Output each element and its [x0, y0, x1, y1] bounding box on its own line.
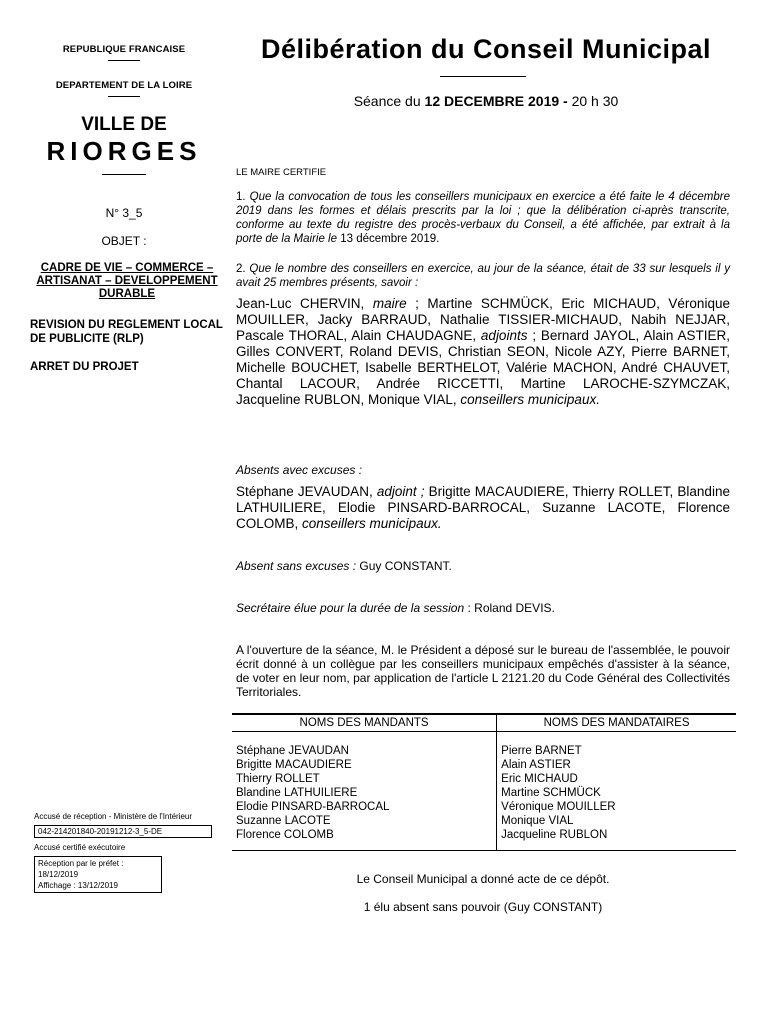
presents-role: conseillers municipaux. — [460, 392, 600, 407]
p1-text: Que la convocation de tous les conseillers municipaux en exercice a été faite le 4 décembre 2019 dans les formes et délais prescrits par la loi ; que la délibération ci-après transcrite, conforme au texte du registre des procès-verbaux du Conseil, a été affichée, par extrait à la porte de la Mairie le — [236, 191, 730, 245]
seance-date: 12 DECEMBRE 2019 - — [424, 93, 568, 109]
mandataire-name: Pierre BARNET — [501, 745, 582, 757]
objet-subject: REVISION DU REGLEMENT LOCAL DE PUBLICITE (RLP) — [30, 319, 223, 345]
mandataire-name: Véronique MOUILLER — [501, 801, 616, 813]
p2-text: Que le nombre des conseillers en exercice, au jour de la séance, était de 33 sur lesquels il y avait 25 membres présents, savoir : — [236, 263, 730, 289]
prefet-line: Réception par le préfet : 18/12/2019 — [38, 859, 124, 879]
table-header-mandants: NOMS DES MANDANTS — [232, 714, 497, 732]
objet-label: OBJET : — [101, 234, 147, 248]
absent-sans-excuses — [236, 559, 730, 573]
presents-role: adjoints — [480, 328, 528, 343]
ville-name: RIORGES — [46, 136, 202, 166]
p1-number: 1. — [236, 191, 246, 203]
page-title: Délibération du Conseil Municipal — [260, 34, 712, 64]
presents-part: Jean-Luc CHERVIN, — [236, 296, 365, 311]
title-divider — [440, 76, 526, 77]
mandants-cell — [232, 732, 497, 851]
ville-de-label: VILLE DE — [81, 114, 167, 135]
republique-label: REPUBLIQUE FRANCAISE — [62, 44, 186, 55]
mandant-name: Elodie PINSARD-BARROCAL — [236, 801, 390, 813]
absents-part: Brigitte MACAUDIERE, Thierry ROLLET, Blandine LATHUILIERE, Elodie PINSARD-BARROCAL, Suzanne LACOTE, Florence COLOMB, — [236, 484, 730, 531]
absents-role: conseillers municipaux. — [302, 516, 442, 531]
sans-excuses-label: Absent sans excuses : — [236, 559, 357, 573]
divider — [28, 58, 220, 61]
acte-line: Le Conseil Municipal a donné acte de ce dépôt. — [356, 872, 610, 886]
absents-part: Stéphane JEVAUDAN, — [236, 484, 373, 499]
sans-excuses-name: Guy CONSTANT. — [359, 559, 452, 573]
deliberation-number: N° 3_5 — [105, 206, 143, 220]
certifie-label: LE MAIRE CERTIFIE — [236, 167, 327, 178]
presents-role: maire — [372, 296, 407, 311]
mandataire-name: Martine SCHMÜCK — [501, 787, 601, 799]
absents-list — [236, 484, 730, 532]
mandant-name: Brigitte MACAUDIERE — [236, 759, 352, 771]
absents-label-text: Absents avec excuses : — [236, 463, 363, 477]
absent-pouvoir-line: 1 élu absent sans pouvoir (Guy CONSTANT) — [363, 900, 603, 914]
mandant-name: Thierry ROLLET — [236, 773, 320, 785]
affichage-line: Affichage : 13/12/2019 — [38, 881, 118, 890]
absents-label — [236, 463, 730, 477]
presents-part: ; Martine SCHMÜCK, Eric MICHAUD, Véronique MOUILLER, Jacky BARRAUD, Nathalie TISSIER-MICHAUD, Nabih NEJJAR, Pascale THORAL, Alain CHAUDAGNE, — [236, 296, 730, 343]
divider — [28, 94, 220, 97]
paragraph-1 — [236, 190, 730, 246]
table-header-mandataires: NOMS DES MANDATAIRES — [497, 714, 736, 732]
p1-date: 13 décembre 2019. — [340, 233, 440, 245]
p2-number: 2. — [236, 263, 246, 275]
mandant-name: Stéphane JEVAUDAN — [236, 745, 349, 757]
mandant-name: Florence COLOMB — [236, 829, 334, 841]
mandants-table — [232, 713, 736, 851]
table-row — [232, 732, 736, 851]
reception-id: 042-214201840-20191212-3_5-DE — [34, 825, 212, 838]
paragraph-2 — [236, 262, 730, 290]
objet-title: CADRE DE VIE – COMMERCE – ARTISANAT – DEVELOPPEMENT DURABLE — [36, 262, 218, 300]
secretaire-label: Secrétaire élue pour la durée de la session — [236, 601, 465, 615]
secretaire-name: : Roland DEVIS. — [467, 601, 555, 615]
reception-label: Accusé de réception - Ministère de l'Intérieur — [34, 812, 193, 821]
absents-role: adjoint ; — [376, 484, 425, 499]
mandataire-name: Jacqueline RUBLON — [501, 829, 608, 841]
ouverture-paragraph: A l'ouverture de la séance, M. le Président a déposé sur le bureau de l'assemblée, le pouvoir écrit donné à un collègue par les conseillers municipaux empêchés d'assister à la séance, de voter en leur nom, par application de l'article L 2121.20 du Code Général des Collectivités Territoriales. — [236, 643, 730, 699]
mandant-name: Blandine LATHUILIERE — [236, 787, 358, 799]
divider — [28, 172, 220, 175]
certifie-executoire-label: Accusé certifié exécutoire — [34, 843, 126, 852]
stamp-dates — [34, 856, 162, 893]
presents-part: ; Bernard JAYOL, Alain ASTIER, Gilles CONVERT, Roland DEVIS, Christian SEON, Nicole AZY, Pierre BARNET, Michelle BOUCHET, Isabelle BERTHELOT, Valérie MACHON, André CHAUVET, Chantal LACOUR, Andrée RICCETTI, Martine LAROCHE-SZYMCZAK, Jacqueline RUBLON, Monique VIAL, — [236, 328, 730, 407]
secretaire-line — [236, 601, 730, 615]
arret-label: ARRET DU PROJET — [30, 361, 139, 373]
mandataire-name: Monique VIAL — [501, 815, 574, 827]
mandant-name: Suzanne LACOTE — [236, 815, 331, 827]
seance-line — [236, 93, 736, 109]
mandataire-name: Eric MICHAUD — [501, 773, 578, 785]
mandataires-cell — [497, 732, 736, 851]
mandataire-name: Alain ASTIER — [501, 759, 571, 771]
seance-time: 20 h 30 — [571, 93, 619, 109]
seance-prefix: Séance du — [353, 93, 421, 109]
departement-label: DEPARTEMENT DE LA LOIRE — [55, 80, 193, 91]
presents-list — [236, 296, 730, 408]
